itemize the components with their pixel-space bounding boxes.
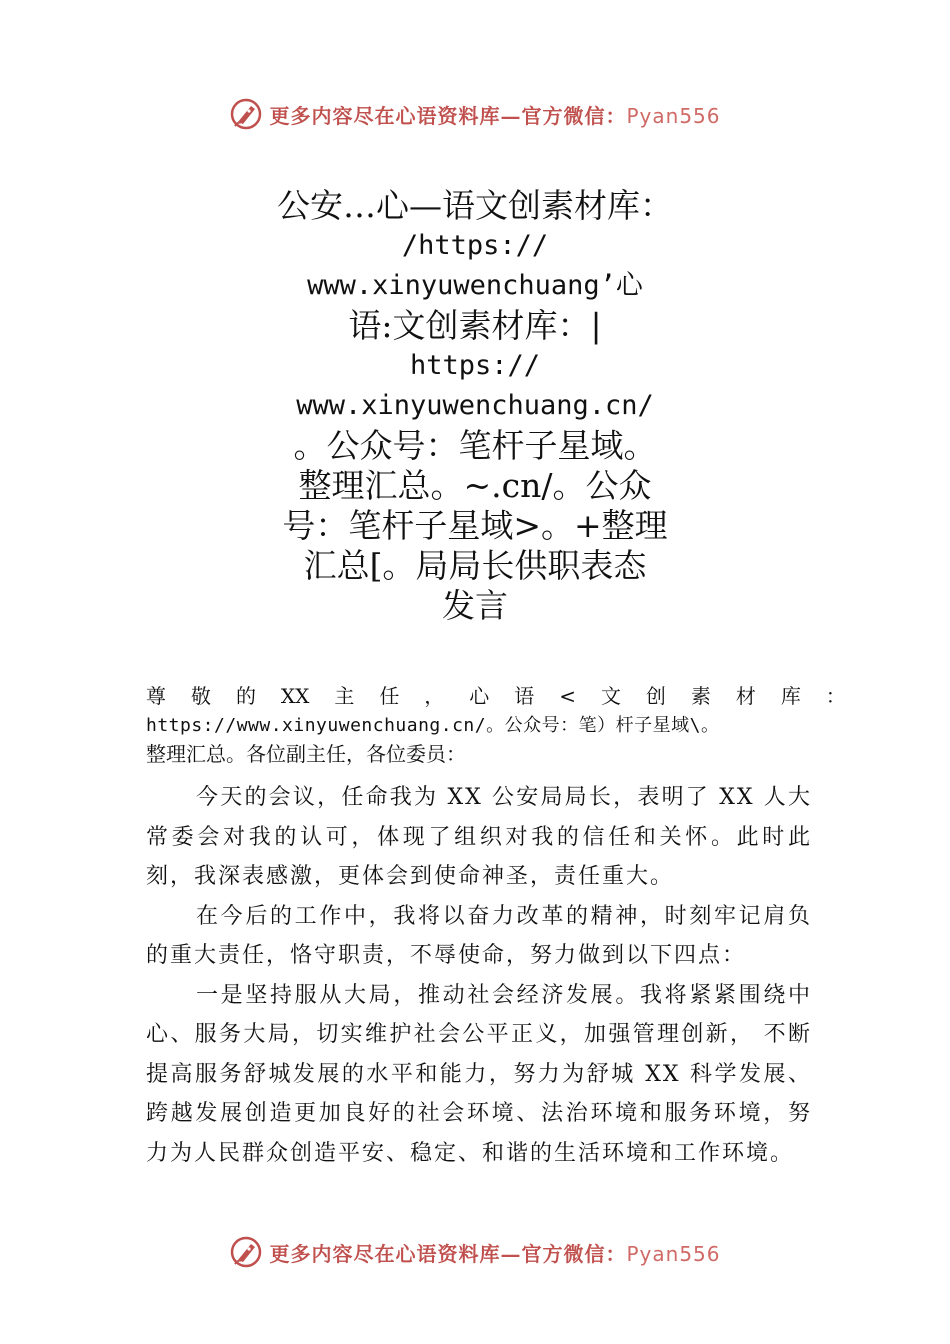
salutation-line-2: https://www.xinyuwenchuang.cn/。公众号：笔）杆子星域\。 — [146, 715, 720, 736]
salutation-char: < — [559, 684, 576, 708]
title-line: 公安…心—语文创素材库： — [277, 186, 673, 225]
salutation-char: XX — [280, 684, 310, 708]
title-line: 发言 — [442, 586, 508, 625]
header-wechat-id: Pyan556 — [626, 103, 721, 128]
footer-wechat-id: Pyan556 — [626, 1241, 721, 1266]
salutation-line-3: 整理汇总。各位副主任，各位委员： — [146, 742, 466, 766]
pen-nib-logo-icon — [229, 97, 263, 131]
footer-banner-text: 更多内容尽在心语资料库—官方微信：Pyan556 — [269, 1241, 721, 1266]
title-line: 。公众号：笔杆子星域。 — [293, 426, 657, 465]
body-paragraph: 在今后的工作中，我将以奋力改革的精神，时刻牢记肩负的重大责任，恪守职责，不辱使命，努力做到以下四点： — [146, 903, 812, 968]
pen-nib-logo-icon — [229, 1235, 263, 1269]
title-line: 整理汇总。~.cn/。公众 — [298, 466, 652, 505]
document-body — [146, 778, 812, 1173]
salutation-char: ， — [424, 684, 445, 708]
salutation-char: 心 — [469, 684, 490, 708]
title-line: 语:文创素材库：| — [348, 306, 602, 345]
salutation-char: 材 — [735, 684, 756, 708]
document-title — [0, 186, 950, 626]
salutation-char: 语 — [514, 684, 535, 708]
title-line: www.xinyuwenchuang’心 — [307, 270, 643, 301]
title-line: https:// — [409, 350, 541, 381]
title-line: /https:// — [401, 230, 549, 261]
salutation-char: 文 — [600, 684, 621, 708]
footer-banner — [0, 1232, 950, 1272]
salutation-char: ： — [825, 684, 846, 708]
salutation-char: 敬 — [190, 684, 211, 708]
salutation-line-1 — [146, 682, 846, 711]
body-paragraph: 今天的会议，任命我为 XX 公安局局长，表明了 XX 人大常委会对我的认可，体现了组织对我的信任和关怀。此时此刻，我深表感激，更体会到使命神圣，责任重大。 — [146, 785, 812, 889]
salutation-char: 尊 — [146, 684, 166, 708]
salutation-char: 创 — [645, 684, 666, 708]
header-banner-text: 更多内容尽在心语资料库—官方微信：Pyan556 — [269, 103, 721, 128]
title-line: www.xinyuwenchuang.cn/ — [296, 390, 654, 421]
header-banner — [0, 94, 950, 134]
salutation-char: 任 — [379, 684, 400, 708]
salutation-char: 主 — [334, 684, 355, 708]
salutation-char: 素 — [690, 684, 711, 708]
title-line: 号：笔杆子星域>。+整理 — [282, 506, 668, 545]
salutation-char: 的 — [235, 684, 256, 708]
salutation-char: 库 — [780, 684, 801, 708]
title-line: 汇总[。局局长供职表态 — [303, 546, 647, 585]
body-paragraph: 一是坚持服从大局，推动社会经济发展。我将紧紧围绕中心、服务大局，切实维护社会公平正义，加强管理创新， 不断提高服务舒城发展的水平和能力，努力为舒城 XX 科学发展、跨越发展创造更加良好的社会环境、法治环境和服务环境，努力为人民群众创造平安、稳定、和谐的生活环境和工作环境。 — [146, 982, 812, 1166]
salutation — [146, 682, 846, 769]
